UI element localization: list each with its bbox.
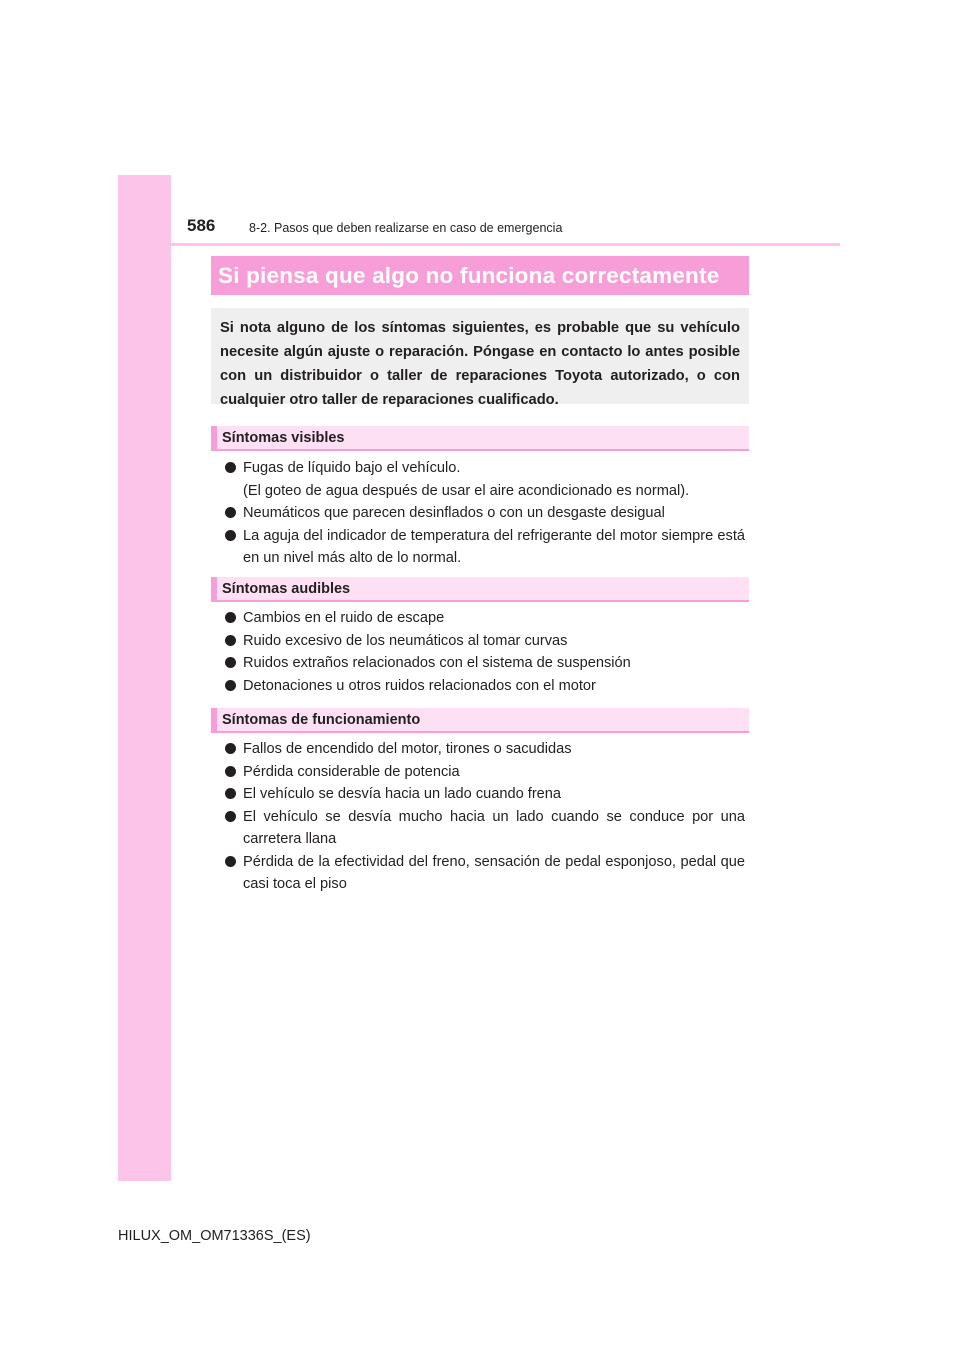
list-item-text: Neumáticos que parecen desinflados o con un desgaste desigual xyxy=(243,505,665,521)
list-item-text: Pérdida considerable de potencia xyxy=(243,763,460,780)
bullet-icon xyxy=(225,788,236,799)
list-item xyxy=(225,607,745,630)
section-reference: 8-2. Pasos que deben realizarse en caso de emergencia xyxy=(249,221,563,235)
list-item-text: Fugas de líquido bajo el vehículo. xyxy=(243,460,461,476)
list-item xyxy=(225,652,745,675)
section-heading-visible: Síntomas visibles xyxy=(211,426,749,451)
list-item-text: Detonaciones u otros ruidos relacionados con el motor xyxy=(243,677,596,694)
list-item xyxy=(225,457,745,502)
list-item-text: Cambios en el ruido de escape xyxy=(243,610,445,626)
list-item-text: Fallos de encendido del motor, tirones o sacudidas xyxy=(243,741,572,757)
list-item-text: El vehículo se desvía hacia un lado cuando frena xyxy=(243,786,562,802)
bullet-icon xyxy=(225,856,236,867)
bullet-icon xyxy=(225,657,236,668)
list-item xyxy=(225,525,745,570)
bullet-icon xyxy=(225,462,236,473)
bullet-icon xyxy=(225,507,236,518)
operation-symptoms-list xyxy=(225,738,745,896)
bullet-icon xyxy=(225,766,236,777)
header-rule xyxy=(118,243,840,246)
list-item xyxy=(225,630,745,653)
list-item xyxy=(225,761,745,784)
list-item-text: Ruidos extraños relacionados con el sistema de suspensión xyxy=(243,655,631,671)
bullet-icon xyxy=(225,635,236,646)
list-item-text: Pérdida de la efectividad del freno, sensación de pedal esponjoso, pedal que casi toca el piso xyxy=(243,853,745,892)
intro-box: Si nota alguno de los síntomas siguientes, es probable que su vehículo necesite algún ajuste o reparación. Póngase en contacto lo antes posible con un distribuidor o taller de reparaciones Toyota autorizado, o con cualquier otro taller de reparaciones cualificado. xyxy=(211,308,749,404)
section-heading-audible: Síntomas audibles xyxy=(211,577,749,602)
section-heading-operation: Síntomas de funcionamiento xyxy=(211,708,749,733)
bullet-icon xyxy=(225,530,236,541)
page-title: Si piensa que algo no funciona correctamente xyxy=(211,256,749,295)
bullet-icon xyxy=(225,680,236,691)
list-item xyxy=(225,806,745,851)
list-item-text: La aguja del indicador de temperatura del refrigerante del motor siempre está en un nivel más alto de lo normal. xyxy=(243,527,745,566)
page-number: 586 xyxy=(187,216,216,235)
list-item xyxy=(225,738,745,761)
bullet-icon xyxy=(225,612,236,623)
list-item-note: (El goteo de agua después de usar el aire acondicionado es normal). xyxy=(243,482,690,499)
list-item-text: El vehículo se desvía mucho hacia un lado cuando se conduce por una carretera llana xyxy=(243,808,745,847)
list-item xyxy=(225,783,745,806)
list-item xyxy=(225,851,745,896)
visible-symptoms-list xyxy=(225,457,745,570)
bullet-icon xyxy=(225,811,236,822)
side-color-strip xyxy=(118,175,171,1181)
audible-symptoms-list xyxy=(225,607,745,697)
list-item xyxy=(225,502,745,525)
list-item-text: Ruido excesivo de los neumáticos al tomar curvas xyxy=(243,632,568,649)
document-footer-code: HILUX_OM_OM71336S_(ES) xyxy=(118,1228,311,1244)
bullet-icon xyxy=(225,743,236,754)
list-item xyxy=(225,675,745,698)
